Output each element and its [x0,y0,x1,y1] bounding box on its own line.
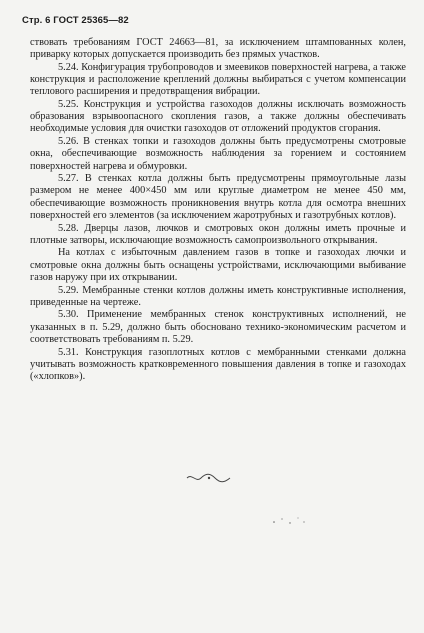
page-header: Стр. 6 ГОСТ 25365—82 [22,15,129,26]
paragraph-5-24: 5.24. Конфигурация трубопроводов и змеевиков поверхностей нагрева, а также конструкция и расположение креплений должны выбираться с учетом компенсации теплового расширения и предотвращения вибрации. [30,61,406,98]
paragraph-5-27: 5.27. В стенках котла должны быть предусмотрены прямоугольные лазы размером не менее 400×450 мм или круглые диаметром не менее 450 мм, обеспечивающие возможность проникновения внутрь котла для осмотра внешних поверхностей его элементов (за исключением жаротрубных и газотрубных котлов). [30,173,406,221]
paragraph-5-26: 5.26. В стенках топки и газоходов должны быть предусмотрены смотровые окна, обеспечивающие возможность наблюдения за горением и состоянием поверхностей нагрева и обмуровки. [30,136,406,172]
document-body [30,37,406,383]
print-specks [268,510,318,530]
paragraph-5-31: 5.31. Конструкция газоплотных котлов с мембранными стенками должна учитывать возможность кратковременного повышения давления в топке и газоходах («хлопков»). [30,346,406,382]
paragraph-5-25: 5.25. Конструкция и устройства газоходов должны исключать возможность образования взрывоопасного скопления газов, а также должны обеспечивать необходимые условия для очистки газоходов от отложений продуктов сгорания. [30,99,406,135]
paragraph-5-29: 5.29. Мембранные стенки котлов должны иметь конструктивные исполнения, приведенные на чертеже. [30,284,406,308]
end-ornament [184,470,234,486]
paragraph-5-28: 5.28. Дверцы лазов, лючков и смотровых окон должны иметь прочные и плотные затворы, исключающие возможность самопроизвольного открывания. [30,222,406,246]
paragraph-continuation: ствовать требованиям ГОСТ 24663—81, за исключением штампованных колен, приварку которых допускается производить без прямых участков. [30,37,406,61]
paragraph-5-30: 5.30. Применение мембранных стенок конструктивных исполнений, не указанных в п. 5.29, должно быть обосновано технико-экономическим расчетом и соответствовать требованиям п. 5.29. [30,309,406,345]
paragraph-5-28-note: На котлах с избыточным давлением газов в топке и газоходах лючки и смотровые окна должны быть оснащены устройствами, исключающими выбивание газов наружу при их открывании. [30,247,406,283]
